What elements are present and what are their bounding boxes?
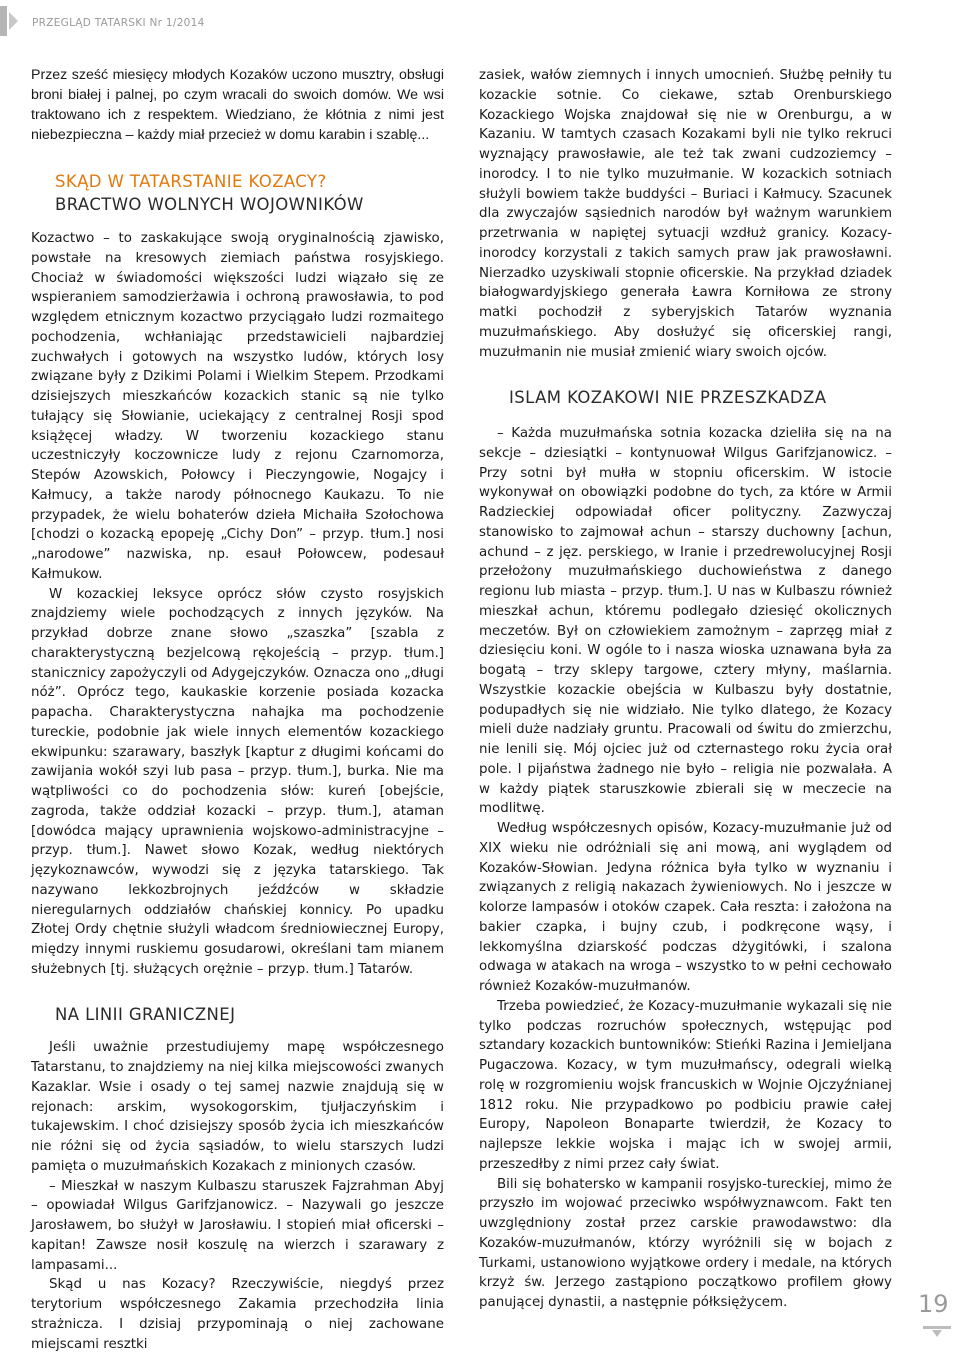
page-marker-icon [923,1326,951,1338]
paragraph: Bili się bohatersko w kampanii rosyjsko-tureckiej, mimo że przyszło im wojować przeciwko współwyznawcom. Fakt ten uwzględniony został przez carskie prawodawstwo: dla Kozaków-muzułmanów, którzy wyróżnili się w bojach z Turkami, ustanowiono wyjątkowe ordery i medale, na których krzyż św. Jerzego zastąpiono początkowo profilem głowy panującej dynastii, a następnie półksiężycem. [479,1176,892,1310]
paragraph: – Każda muzułmańska sotnia kozacka dzieliła się na na sekcje – dziesiątki – kontynuował Wilgus Garifzjanowicz. – Przy sotni był mułła w stopniu oficerskim. W istocie wykonywał on obowiązki podobne do tych, za które w Armii Radzieckiej odpowiadał oficer polityczny. Zazwyczaj stanowisko to zajmował achun – starszy duchowny [achun, achund – z jęz. perskiego, w Iranie i przedrewolucyjnej Rosji przełożony muzułmańskiego duchowieństwa z danego regionu lub miasta – przyp. tłum.]. U nas w Kulbaszu również mieszkał achun, któremu podlegało dziesięć okolicznych meczetów. Był on człowiekiem zamożnym – zaprzęg miał z dziesięciu koni. W ogóle to i nasza wioska uznawana była za bogatą – trzy sklepy targowe, cztery młyny, maślarnia. Wszystkie kozackie obejścia w Kulbaszu były dostatnie, podupadłych się nie widziało. Nie tylko dlatego, że Kozacy mieli duże nadziały gruntu. Pracowali od świtu do zmierzchu, nie lenili się. Mój ojciec już od czternastego roku życia orał pole. I pijaństwa żadnego nie było – religia nie pozwalała. A w każdy piątek staruszkowie zbierali się w meczecie na modlitwę. [479,426,892,817]
section-heading-border: NA LINII GRANICZNEJ [55,1004,236,1024]
left-column [31,66,444,1354]
paragraph: – Mieszkał w naszym Kulbaszu staruszek Fajzrahman Abyj – opowiadał Wilgus Garifzjanowicz. – Nazywali go jeszcze Jarosławem, bo służył w Jarosławiu. I stopień miał oficerski – kapitan! Zawsze nosił koszulę na wierzch i szarawary z lampasami... [31,1178,444,1273]
paragraph: Skąd u nas Kozacy? Rzeczywiście, niegdyś przez terytorium współczesnego Zakamia przechodziła linia strażnicza. I dzisiaj przypominają o niej zachowane miejscami resztki [31,1277,444,1352]
article-title: BRACTWO WOLNYCH WOJOWNIKÓW [55,195,364,215]
logo-icon [0,6,22,36]
page-header [0,0,960,44]
section-question-heading: SKĄD W TATARSTANIE KOZACY? [55,171,327,191]
right-column [479,66,892,1313]
paragraph: zasiek, wałów ziemnych i innych umocnień. Służbę pełniły tu kozackie sotnie. Co ciekawe, sztab Orenburskiego Kozackiego Wojska znajdował się nie w Orenburgu, a w Kazaniu. W tamtych czasach Kozakami byli nie tylko rekruci wyznający prawosławie, ale też tak zwani cudzoziemcy – inorodcy. I to nie tylko muzułmanie. W kozackich sotniach służyli bowiem także buddyści – Buriaci i Kałmucy. Szacunek dla zwyczajów sąsiednich narodów był ważnym warunkiem przetrwania w napiętej sytuacji wzdłuż granicy. Kozacy-inorodcy korzystali z takich samych praw jak prawosławni. Nierzadko uzyskiwali stopnie oficerskie. Na przykład dziadek białogwardyjskiego generała Ławra Korniłowa ze strony matki pochodził z syberyjskich Tatarów wyznania muzułmańskiego. Aby dosłużyć się oficerskiej rangi, muzułmanin nie musiał zmienić wiary swoich ojców. [479,68,892,360]
paragraph: Według współczesnych opisów, Kozacy-muzułmanie już od XIX wieku nie odróżniali się ani mową, ani wyglądem od Kozaków-Słowian. Jedyna różnica była tylko w wyznaniu i związanych z religią nakazach żywieniowych. No i jeszcze w kolorze lampasów i otoków czapek. Cała reszta: i założona na bakier czapka, i bujny czub, i podkręcone wąsy, i lekkomyślna dziarskość podczas dżygitówki, i szalona odwaga w atakach na wroga – wszystko to w pełni cechowało również Kozaków-muzułmanów. [479,821,892,994]
paragraph: W kozackiej leksyce oprócz słów czysto rosyjskich znajdziemy wiele pochodzących z innych języków. Na przykład dobrze znane słowo „szaszka” [szabla z charakterystyczną bezjelcową rękojeścią – przyp. tłum.] stanicznicy zapożyczyli od Adygejczyków. Oznacza ono „długi nóż”. Oprócz tego, kaukaskie korzenie posiada kozacka papacha. Charakterystyczna nahajka ma pochodzenie tureckie, podobnie jak wiele innych elementów kozackiego ekwipunku: szarawary, baszłyk [kaptur z długimi końcami do zawijania wokół szyi lub pasa – przyp. tłum.], burka. Nie ma wątpliwości co do pochodzenia słów: kureń [obejście, zagroda, także oddział kozacki – przyp. tłum.], ataman [dowódca mający uprawnienia wojskowo-administracyjne – przyp. tłum.]. Nawet słowo Kozak, według niektórych językoznawców, wywodzi się z języka tatarskiego. Tak nazywano lekkozbrojnych jeźdźców w składzie nieregularnych oddziałów chańskiej konnicy. Po upadku Złotej Ordy chętnie służyli władcom średniowiecznej Europy, między innymi ruskiemu gosudarowi, określani tam mianem służebnych [tj. służących orężnie – przyp. tłum.] Tatarów. [31,586,444,977]
paragraph: Jeśli uważnie przestudiujemy mapę współczesnego Tatarstanu, to znajdziemy na niej kilka miejscowości zwanych Kazaklar. Wsie i osady o tej samej nazwie znajdują się w rejonach: arskim, wysokogorskim, tjułjaczyńskim i tukajewskim. I choć dzisiejszy sposób życia ich mieszkańców nie różni się od życia sąsiadów, to wielu starszych ludzi pamięta o muzułmańskich Kozakach z minionych czasów. [31,1040,444,1174]
page-number: 19 [918,1290,949,1318]
paragraph: Kozactwo – to zaskakujące swoją oryginalnością zjawisko, powstałe na kresowych ziemiach państwa rosyjskiego. Chociaż w świadomości większości ludzi wiązało się ze wspieraniem samodzierżawia i ochroną prawosławia, to pod względem etnicznym kozactwo przyciągało ludzi rozmaitego pochodzenia, wchłaniając przedstawicieli najbardziej zuchwałych i gotowych na wszystko ludów, których losy związane były z Dzikimi Polami i Wielkim Stepem. Przodkami dzisiejszych mieszkańców kozackich stanic są nie tylko tułający się Słowianie, uciekający z centralnej Rosji spod książęcej władzy. W tworzeniu kozackiego stanu uczestniczyły koczownicze ludy z rejonu Czarnomorza, Stepów Azowskich, Połowcy i Pieczyngowie, Nogajcy i Kałmucy, a także narody północnego Kaukazu. To nie przypadek, że wielu bohaterów dzieła Michaiła Szołochowa [chodzi o kozacką epopeję „Cichy Don” – przyp. tłum.] nosi „narodowe” nazwiska, np. esauł Połowcew, podesauł Kałmukow. [31,231,444,582]
section-heading-islam: ISLAM KOZAKOWI NIE PRZESZKADZA [509,388,827,408]
intro-paragraph: Przez sześć miesięcy młodych Kozaków uczono musztry, obsługi broni białej i palnej, po czym wracali do swoich domów. We wsi traktowano ich z respektem. Wiedziano, że kłótnia z nimi jest niebezpieczna – każdy miał przecież w domu karabin i szablę... [31,67,444,143]
paragraph: Trzeba powiedzieć, że Kozacy-muzułmanie wykazali się nie tylko podczas rozruchów społecznych, wstępując pod sztandary kozackich buntowników: Stieńki Razina i Jemieljana Pugaczowa. Kozacy, w tym muzułmańscy, odegrali wielką rolę w rozgromieniu wojsk francuskich w Wojnie Ojczyźnianej 1812 roku. Nie przypadkowo po podbiciu prawie całej Europy, Napoleon Bonaparte twierdził, że Kozacy to najlepsze lekkie wojska i mając ich w swojej armii, przeszedłby z nimi przez cały świat. [479,998,892,1172]
publication-title: PRZEGLĄD TATARSKI Nr 1/2014 [32,17,205,29]
